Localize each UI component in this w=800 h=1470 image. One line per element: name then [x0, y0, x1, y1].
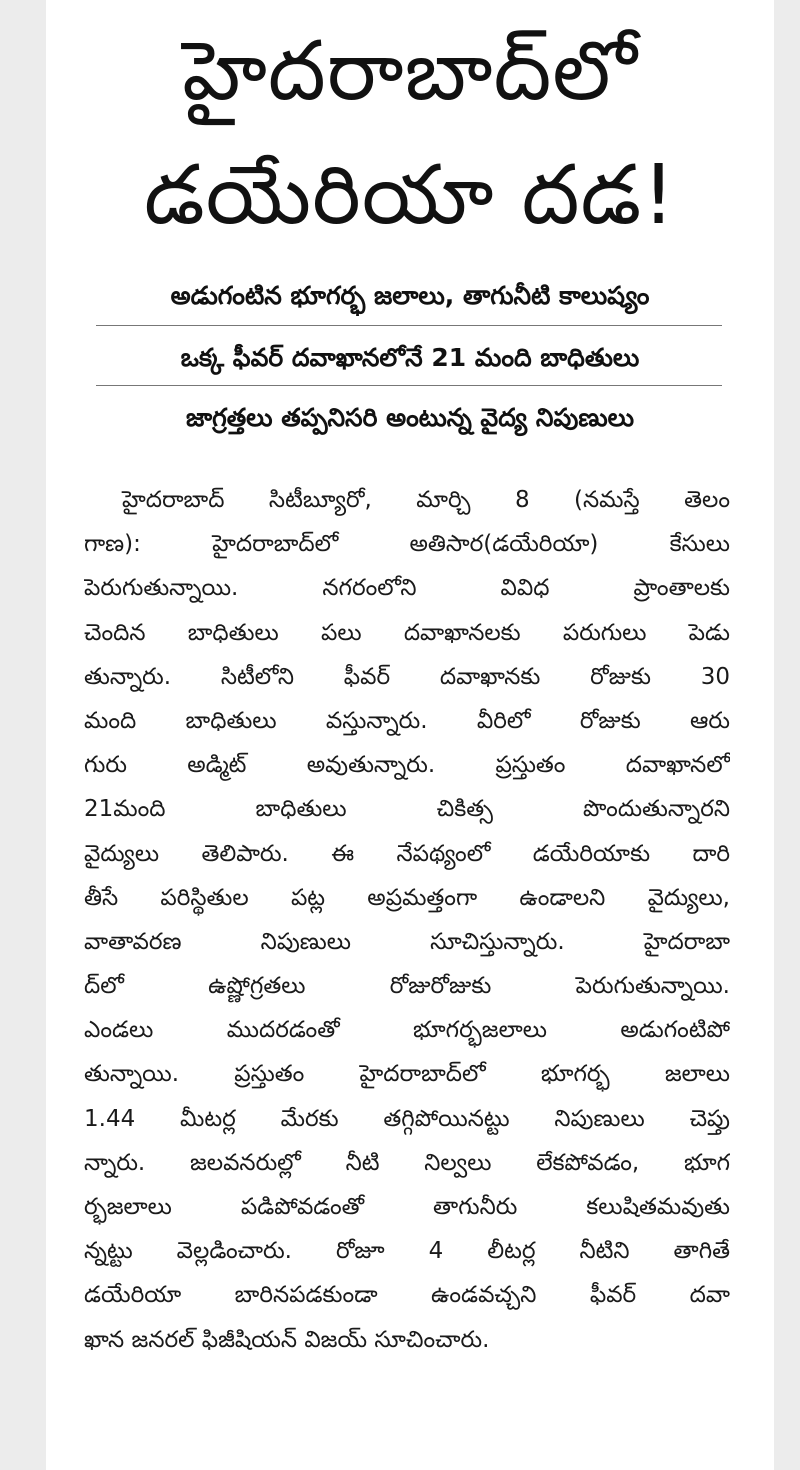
headline-line-2: డయేరియా దడ!: [143, 148, 677, 243]
article-body: [84, 478, 730, 1362]
article-line: తీసే పరిస్థితుల పట్ల అప్రమత్తంగా ఉండాలని వైద్యులు,: [84, 884, 730, 911]
newspaper-clipping: [46, 0, 774, 1470]
subhead-1: అడుగంటిన భూగర్భ జలాలు, తాగునీటి కాలుష్యం: [170, 281, 650, 310]
divider-2: [96, 385, 722, 386]
article-line: న్నట్టు వెల్లడించారు. రోజూ 4 లీటర్ల నీటిని తాగితే: [84, 1238, 730, 1265]
article-line: డయేరియా బారినపడకుండా ఉండవచ్చని ఫీవర్ దవా: [84, 1282, 730, 1309]
article-line: వైద్యులు తెలిపారు. ఈ నేపథ్యంలో డయేరియాకు దారి: [84, 840, 730, 867]
article-line: తున్నారు. సిటీలోని ఫీవర్ దవాఖానకు రోజుకు 30: [84, 663, 730, 690]
article-line: ఖాన జనరల్ ఫిజీషియన్ విజయ్ సూచించారు.: [84, 1326, 490, 1353]
article-line: గురు అడ్మిట్ అవుతున్నారు. ప్రస్తుతం దవాఖానలో: [84, 752, 730, 779]
article-line: వాతావరణ నిపుణులు సూచిస్తున్నారు. హైదరాబా: [84, 928, 730, 955]
subhead-2: ఒక్క ఫీవర్ దవాఖానలోనే 21 మంది బాధితులు: [180, 343, 640, 372]
article-line: గాణ): హైదరాబాద్‌లో అతిసార(డయేరియా) కేసులు: [84, 531, 730, 558]
subhead-3: జాగ్రత్తలు తప్పనిసరి అంటున్న వైద్య నిపుణులు: [185, 403, 635, 432]
article-line: మంది బాధితులు వస్తున్నారు. వీరిలో రోజుకు ఆరు: [84, 707, 730, 734]
divider-1: [96, 325, 722, 326]
headline-line-1: హైదరాబాద్‌లో: [182, 24, 638, 119]
article-line: 1.44 మీటర్ల మేరకు తగ్గిపోయినట్టు నిపుణులు చెప్తు: [84, 1105, 730, 1132]
article-line: తున్నాయి. ప్రస్తుతం హైదరాబాద్‌లో భూగర్భ జలాలు: [84, 1061, 730, 1088]
article-line: పెరుగుతున్నాయి. నగరంలోని వివిధ ప్రాంతాలకు: [84, 575, 730, 602]
article-line: చెందిన బాధితులు పలు దవాఖానలకు పరుగులు పెడు: [84, 619, 730, 646]
article-line: న్నారు. జలవనరుల్లో నీటి నిల్వలు లేకపోవడం, భూగ: [84, 1149, 730, 1176]
article-line: ఎండలు ముదరడంతో భూగర్భజలాలు అడుగంటిపో: [84, 1017, 730, 1044]
article-line: హైదరాబాద్ సిటీబ్యూరో, మార్చి 8 (నమస్తే తెలం: [122, 487, 730, 513]
article-line: ద్‌లో ఉష్ణోగ్రతలు రోజురోజుకు పెరుగుతున్నాయి.: [84, 973, 730, 1000]
article-line: 21మంది బాధితులు చికిత్స పొందుతున్నారని: [84, 796, 730, 823]
article-line: ర్భజలాలు పడిపోవడంతో తాగునీరు కలుషితమవుతు: [84, 1194, 730, 1220]
